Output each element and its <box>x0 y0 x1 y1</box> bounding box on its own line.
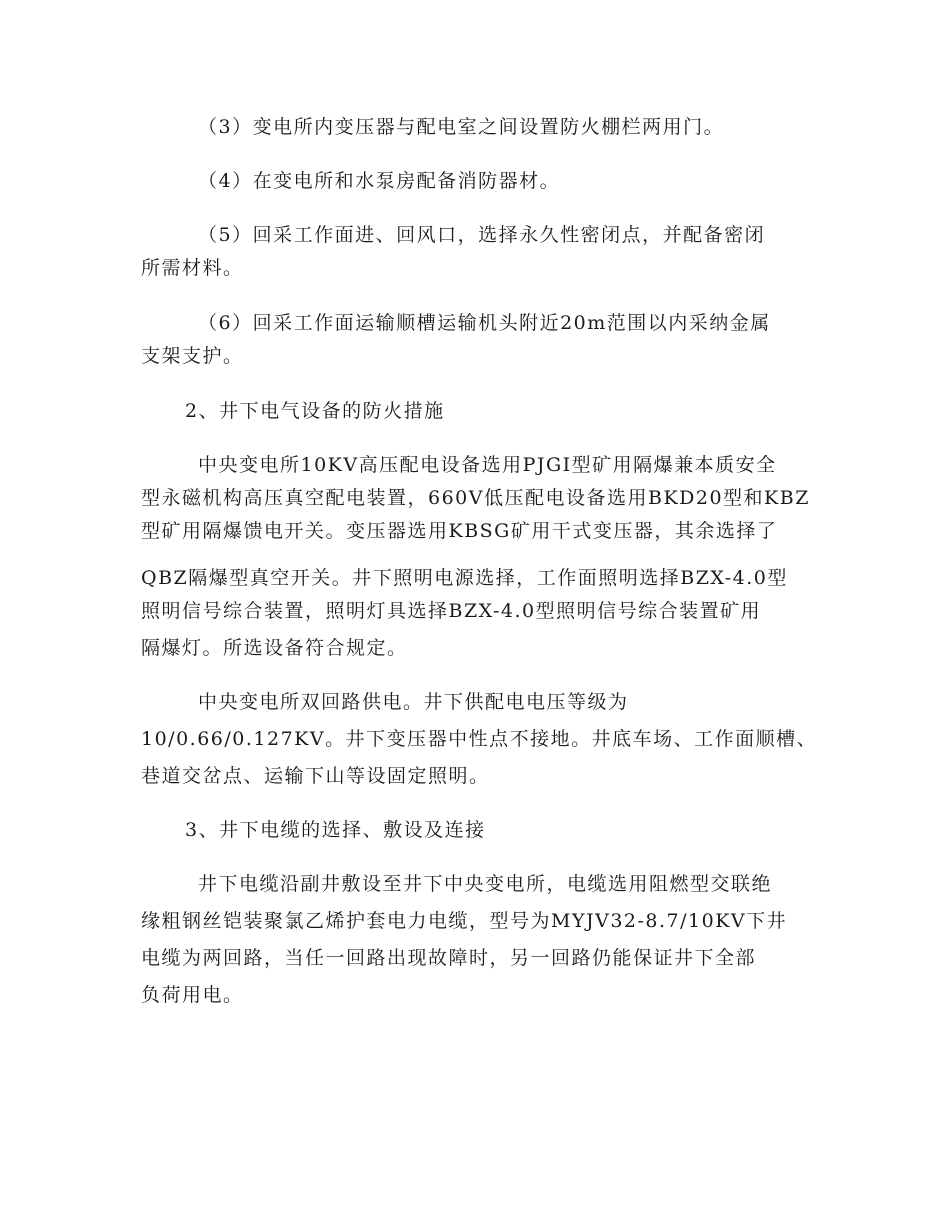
paragraph-7-line-6: 隔爆灯。所选设备符合规定。 <box>141 637 408 659</box>
paragraph-5-line-1: （5）回采工作面进、回风口，选择永久性密闭点，并配备密闭 <box>198 224 766 246</box>
paragraph-7-line-1: 中央变电所10KV高压配电设备选用PJGI型矿用隔爆兼本质安全 <box>198 454 777 476</box>
paragraph-7-line-4: QBZ隔爆型真空开关。井下照明电源选择，工作面照明选择BZX-4.0型 <box>141 567 788 589</box>
paragraph-6-line-2: 支架支护。 <box>141 345 244 367</box>
paragraph-8-line-2: 10/0.66/0.127KV。井下变压器中性点不接地。井底车场、工作面顺槽、 <box>141 728 818 750</box>
paragraph-4-line-1: （4）在变电所和水泵房配备消防器材。 <box>198 170 561 192</box>
paragraph-9-line-4: 负荷用电。 <box>141 984 244 1006</box>
paragraph-9-line-1: 井下电缆沿副井敷设至井下中央变电所，电缆选用阻燃型交联绝 <box>198 873 773 895</box>
paragraph-5-line-2: 所需材料。 <box>141 257 244 279</box>
paragraph-7-line-2: 型永磁机构高压真空配电装置，660V低压配电设备选用BKD20型和KBZ <box>141 487 810 509</box>
paragraph-7-line-5: 照明信号综合装置，照明灯具选择BZX-4.0型照明信号综合装置矿用 <box>141 600 762 622</box>
paragraph-9-line-2: 缘粗钢丝铠装聚氯乙烯护套电力电缆，型号为MYJV32-8.7/10KV下井 <box>141 910 788 932</box>
paragraph-7-line-3: 型矿用隔爆馈电开关。变压器选用KBSG矿用干式变压器，其余选择了 <box>141 520 778 542</box>
section-heading-2: 2、井下电气设备的防火措施 <box>185 400 445 422</box>
section-heading-3: 3、井下电缆的选择、敷设及连接 <box>185 819 486 841</box>
paragraph-8-line-3: 巷道交岔点、运输下山等设固定照明。 <box>141 765 490 787</box>
paragraph-9-line-3: 电缆为两回路，当任一回路出现故障时，另一回路仍能保证井下全部 <box>141 947 757 969</box>
paragraph-8-line-1: 中央变电所双回路供电。井下供配电电压等级为 <box>198 691 629 713</box>
paragraph-3-line-1: （3）变电所内变压器与配电室之间设置防火棚栏两用门。 <box>198 116 725 138</box>
paragraph-6-line-1: （6）回采工作面运输顺槽运输机头附近20m范围以内采纳金属 <box>198 312 771 334</box>
